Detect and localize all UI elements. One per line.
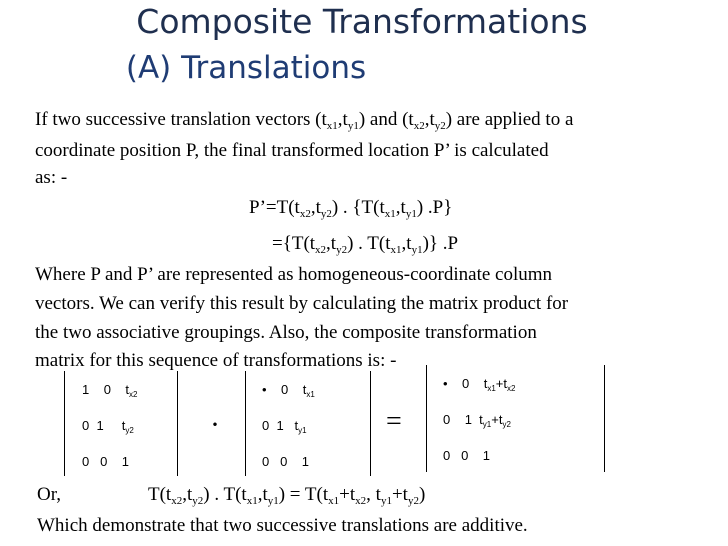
matrix-3-row-2: 0 1 $t_{y1}+t_{y2}$	[443, 412, 511, 429]
matrix-3-row-1: • 0 $t_{x1}+t_{x2}$	[443, 376, 516, 393]
equation-1: $P’=T(t_{x2},t_{y2})$ . {$T(t_{x1},t_{y1})$ .P}	[249, 197, 453, 220]
body-line-1: Where P and P’ are represented as homogeneous-coordinate column	[35, 264, 553, 285]
matrix-1-left-bar	[64, 371, 65, 476]
intro-line-1: If two successive translation vectors $(t_{x1},t_{y1})$ and $(t_{x2},t_{y2})$ are applied to a	[35, 109, 574, 132]
matrix-2-row-2: 0 1 $t_{y1}$	[262, 418, 307, 435]
conclusion: Which demonstrate that two successive translations are additive.	[37, 515, 528, 536]
matrix-1-row-1: 1 0 $t_{x2}$	[82, 382, 138, 399]
body-line-4: matrix for this sequence of transformations is: -	[35, 350, 397, 371]
matrix-2-row-3: 0 0 1	[262, 454, 309, 469]
matrix-3-left-bar	[426, 365, 427, 472]
body-line-2: vectors. We can verify this result by calculating the matrix product for	[35, 293, 569, 314]
equals-sign: =	[386, 406, 402, 437]
matrix-2-right-bar	[370, 371, 371, 476]
intro-line-3: as: -	[35, 167, 68, 188]
matrix-3-row-3: 0 0 1	[443, 448, 490, 463]
or-label: Or,	[37, 484, 62, 505]
equation-2: $=\{T(t_{x2},t_{y2})$ . $T(t_{x1},t_{y1})$} .P	[272, 233, 459, 256]
matrix-1-row-3: 0 0 1	[82, 454, 129, 469]
matrix-2-row-1: • 0 $t_{x1}$	[262, 382, 315, 399]
intro-line-2: coordinate position P, the final transformed location P’ is calculated	[35, 140, 549, 161]
matrix-3-right-bar	[604, 365, 605, 472]
slide-title: Composite Transformations	[136, 2, 588, 41]
matrix-1-row-2: 0 1 $t_{y2}$	[82, 418, 134, 435]
slide-subtitle: (A) Translations	[125, 50, 367, 86]
matrix-1-right-bar	[177, 371, 178, 476]
or-equation: $T(t_{x2},t_{y2})$ . $T(t_{x1},t_{y1}) = T(t_{x1}+t_{x2}$, $t_{y1}+t_{y2}$)	[148, 484, 426, 507]
matrix-2-left-bar	[245, 371, 246, 476]
body-line-3: the two associative groupings. Also, the composite transformation	[35, 322, 537, 343]
product-dot: ·	[210, 408, 220, 441]
